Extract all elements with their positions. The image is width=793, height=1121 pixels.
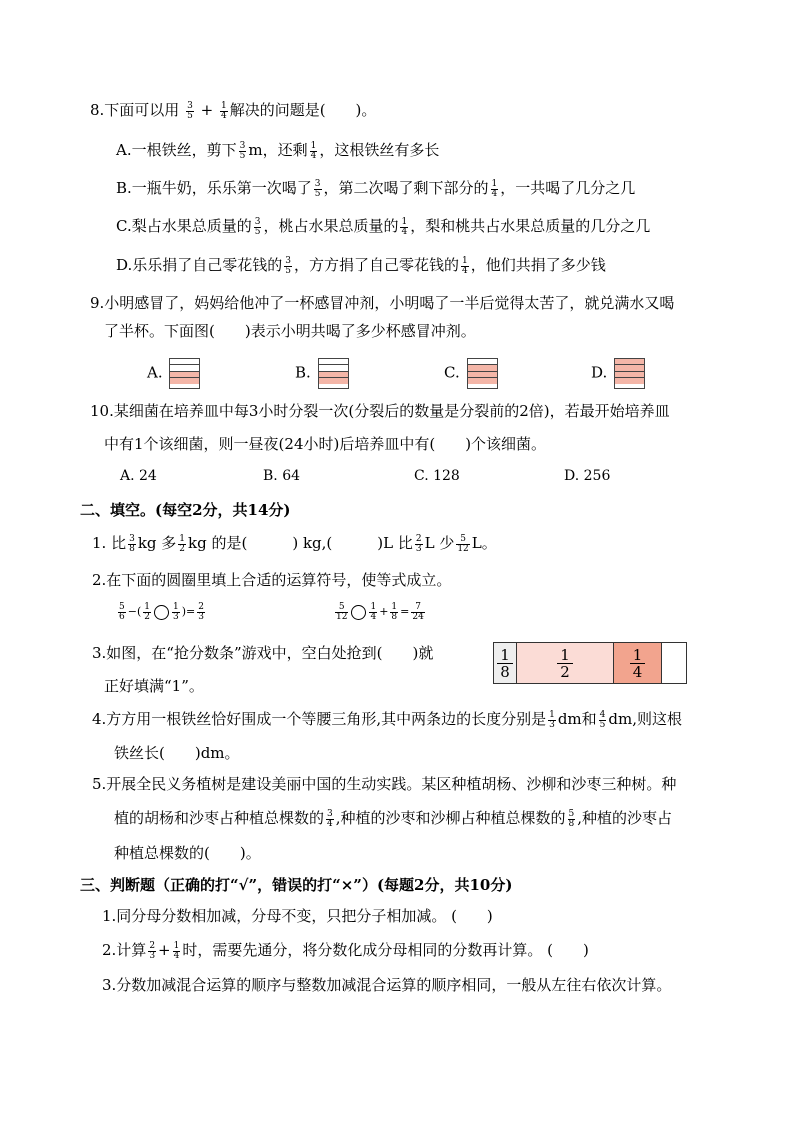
s2-q3-line2: 正好填满“1”。 (104, 677, 204, 695)
cup-diagram-a (169, 358, 200, 389)
q8-option-d: D.乐乐捐了自己零花钱的 $\frac{3}{5}$ ，方方捐了自己零花钱的 $\frac{1}{4}$ ，他们共捐了多少钱 (116, 255, 606, 276)
s3-q1: 1.同分母分数相加减，分母不变，只把分子相加减。 ( ) (102, 907, 493, 925)
strip-cell-eighth: $\frac{1}{8}$ (494, 643, 517, 683)
q10-option-c: C. 128 (414, 468, 460, 484)
q9-option-a: A. (147, 358, 200, 389)
cup-diagram-b (318, 358, 349, 389)
q8-option-a: A.一根铁丝，剪下 $\frac{3}{5}$ m，还剩 $\frac{1}{4}$ ，这根铁丝有多长 (116, 140, 440, 161)
q8-option-c: C.梨占水果总质量的 $\frac{3}{5}$ ，桃占水果总质量的 $\frac{1}{4}$ ，梨和桃共占水果总质量的几分之几 (116, 216, 651, 237)
s2-q5-line2: 植的胡杨和沙枣占种植总棵数的 $\frac{3}{4}$ ,种植的沙枣和沙柳占种植总棵数的 $\frac{5}{8}$ ,种植的沙枣占 (114, 808, 673, 829)
q10-option-a: A. 24 (120, 468, 157, 484)
s3-q2: 2.计算 $\frac{2}{3}$ + $\frac{1}{4}$ 时，需要先通分，将分数化成分母相同的分数再计算。 ( ) (102, 940, 589, 961)
s2-q3-line1: 3.如图，在“抢分数条”游戏中，空白处抢到( )就 (92, 644, 434, 662)
q9-line1: 9.小明感冒了，妈妈给他冲了一杯感冒冲剂，小明喝了一半后觉得太苦了，就兑满水又喝 (90, 294, 675, 312)
fraction: $\frac{3}{5}$ (187, 100, 193, 121)
q9-option-b: B. (295, 358, 349, 389)
section-3-title: 三、判断题（正确的打“√”，错误的打“×”）(每题2分，共10分) (80, 876, 513, 894)
s2-q4-line2: 铁丝长( )dm。 (114, 744, 240, 762)
s2-q2-equation-left: $\frac{5}{6}$ −( $\frac{1}{2}$ $\frac{1}{3}$ )= $\frac{2}{3}$ (119, 601, 204, 622)
s2-q1: 1. 比 $\frac{3}{8}$ kg 多 $\frac{1}{2}$ kg 的是( ) kg,( )L 比 $\frac{2}{3}$ L 少 $\frac{5}{12}$ L。 (92, 533, 497, 554)
strip-cell-quarter: $\frac{1}{4}$ (614, 643, 662, 683)
q9-line2: 了半杯。下面图( )表示小明共喝了多少杯感冒冲剂。 (104, 322, 476, 340)
q10-line1: 10.某细菌在培养皿中每3小时分裂一次(分裂后的数量是分裂前的2倍)，若最开始培养皿 (90, 402, 670, 420)
cup-diagram-c (467, 358, 498, 389)
section-2-title: 二、填空。(每空2分，共14分) (80, 501, 291, 519)
q10-option-d: D. 256 (564, 468, 611, 484)
q8-option-b: B.一瓶牛奶，乐乐第一次喝了 $\frac{3}{5}$ ，第二次喝了剩下部分的 $\frac{1}{4}$ ，一共喝了几分之几 (116, 178, 636, 199)
s3-q3: 3.分数加减混合运算的顺序与整数加减混合运算的顺序相同，一般从左往右依次计算。 (102, 976, 672, 994)
strip-cell-blank[interactable] (662, 643, 686, 683)
strip-cell-half: $\frac{1}{2}$ (517, 643, 614, 683)
s2-q5-line3: 种植总棵数的( )。 (114, 844, 261, 862)
q10-line2: 中有1个该细菌，则一昼夜(24小时)后培养皿中有( )个该细菌。 (104, 435, 547, 453)
s2-q4-line1: 4.方方用一根铁丝恰好围成一个等腰三角形,其中两条边的长度分别是 $\frac{1}{3}$ dm和 $\frac{4}{5}$ dm,则这根 (92, 709, 682, 730)
s2-q2-equation-right: $\frac{5}{12}$ $\frac{1}{4}$ + $\frac{1}{8}$ = $\frac{7}{24}$ (336, 601, 424, 622)
q10-option-b: B. 64 (263, 468, 301, 484)
fraction-strip (493, 642, 687, 684)
q8-stem: 8.下面可以用 $\frac{3}{5}$ + $\frac{1}{4}$ 解决的问题是( )。 (90, 100, 377, 121)
fraction: $\frac{1}{4}$ (220, 100, 227, 121)
s2-q2: 2.在下面的圆圈里填上合适的运算符号，使等式成立。 (92, 571, 452, 589)
s2-q5-line1: 5.开展全民义务植树是建设美丽中国的生动实践。某区种植胡杨、沙柳和沙枣三种树。种 (92, 775, 677, 793)
operator-blank-circle[interactable] (154, 605, 169, 620)
cup-diagram-d (614, 358, 645, 389)
operator-blank-circle[interactable] (351, 605, 366, 620)
q9-option-d: D. (591, 358, 645, 389)
q9-option-c: C. (444, 358, 498, 389)
